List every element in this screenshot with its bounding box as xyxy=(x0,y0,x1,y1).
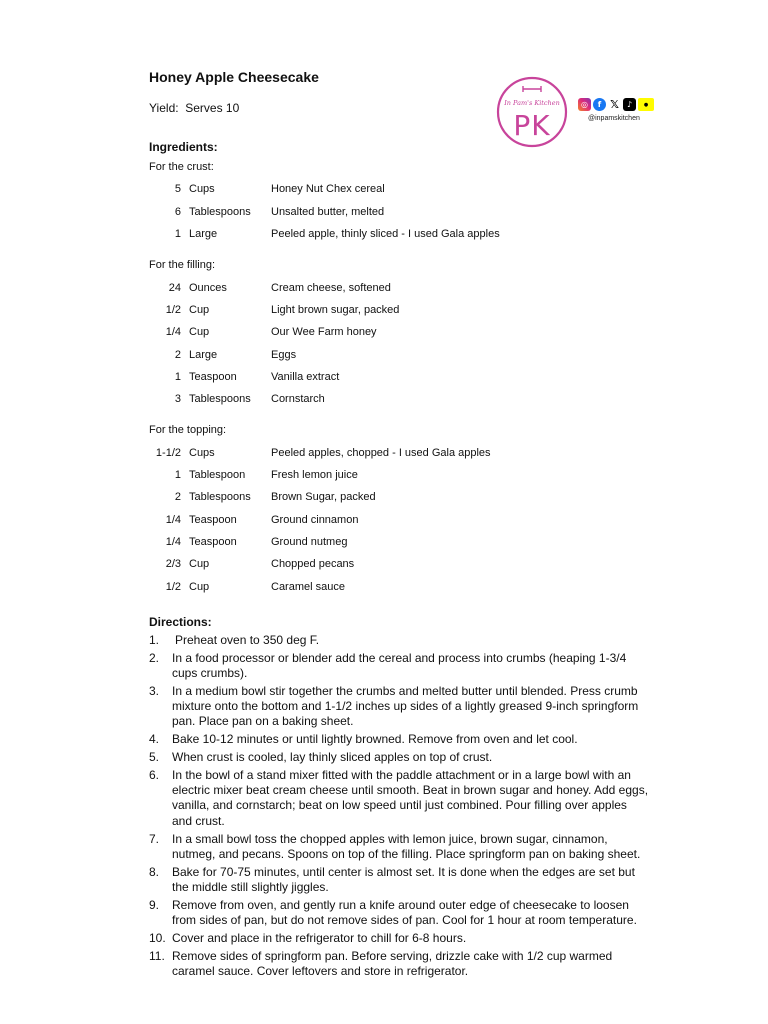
ingredient-qty: 1 xyxy=(174,228,181,240)
ingredient-row xyxy=(0,514,768,530)
step-number: 11. xyxy=(149,948,165,963)
recipe-title: Honey Apple Cheesecake xyxy=(149,69,319,85)
ingredient-desc: Cornstarch xyxy=(271,393,325,405)
directions-heading: Directions: xyxy=(149,615,212,629)
ingredient-row xyxy=(0,349,768,365)
ingredient-unit: Cups xyxy=(189,183,215,195)
ingredient-qty: 1/4 xyxy=(165,536,181,548)
ingredients-heading: Ingredients: xyxy=(149,140,218,154)
step-text: In a small bowl toss the chopped apples with lemon juice, brown sugar, cinnamon, nutmeg, and pecans. Spoons on top of the filling. Place springform pan on baking sheet. xyxy=(172,831,641,861)
step-text: Preheat oven to 350 deg F. xyxy=(175,633,320,647)
ingredient-row xyxy=(0,393,768,409)
step-number: 6. xyxy=(149,767,160,782)
ingredient-unit: Large xyxy=(189,349,218,361)
ingredient-qty: 1 xyxy=(174,371,181,383)
x-icon: 𝕏 xyxy=(608,98,621,111)
social-icons xyxy=(578,98,654,112)
ingredient-qty: 6 xyxy=(174,206,181,218)
ingredient-qty: 3 xyxy=(174,393,181,405)
ingredient-row xyxy=(0,536,768,552)
ingredient-row xyxy=(0,371,768,387)
step-number: 4. xyxy=(149,732,160,747)
ingredient-unit: Tablespoons xyxy=(189,393,251,405)
ingredient-unit: Tablespoons xyxy=(189,206,251,218)
step-number: 3. xyxy=(149,683,160,698)
ingredient-unit: Cup xyxy=(189,326,210,338)
step-number: 1. xyxy=(149,633,160,647)
ingredient-desc: Unsalted butter, melted xyxy=(271,206,385,218)
ingredient-row xyxy=(0,304,768,320)
direction-step xyxy=(149,633,649,648)
ingredient-desc: Fresh lemon juice xyxy=(271,469,358,481)
tiktok-icon: ♪ xyxy=(623,98,636,111)
facebook-icon: f xyxy=(593,98,606,111)
ingredient-row xyxy=(0,183,768,199)
ingredient-row xyxy=(0,282,768,298)
step-text: Bake for 70-75 minutes, until center is almost set. It is done when the edges are set but the middle still slightly jiggles. xyxy=(172,864,635,894)
step-number: 9. xyxy=(149,897,160,912)
ingredient-desc: Peeled apple, thinly sliced - I used Gala apples xyxy=(271,228,500,240)
direction-step xyxy=(149,865,649,896)
ingredient-qty: 1/4 xyxy=(165,514,181,526)
ingredient-qty: 1/2 xyxy=(165,581,181,593)
step-text: Bake 10-12 minutes or until lightly browned. Remove from oven and let cool. xyxy=(172,732,578,747)
direction-step xyxy=(149,832,649,863)
group-label-crust: For the crust: xyxy=(149,161,214,173)
ingredient-desc: Eggs xyxy=(271,349,297,361)
ingredient-qty: 2/3 xyxy=(165,558,181,570)
ingredient-row xyxy=(0,326,768,342)
ingredient-row xyxy=(0,469,768,485)
ingredient-qty: 1 xyxy=(174,469,181,481)
ingredient-row xyxy=(0,558,768,574)
ingredient-desc: Peeled apples, chopped - I used Gala apples xyxy=(271,447,491,459)
in-pams-kitchen-logo xyxy=(496,76,568,148)
instagram-icon: ◎ xyxy=(578,98,591,111)
ingredient-unit: Cups xyxy=(189,447,215,459)
ingredient-desc: Cream cheese, softened xyxy=(271,282,391,294)
ingredient-desc: Light brown sugar, packed xyxy=(271,304,400,316)
logo-monogram: PK xyxy=(513,109,551,142)
ingredient-qty: 1-1/2 xyxy=(155,447,181,459)
group-label-filling: For the filling: xyxy=(149,259,216,271)
ingredient-unit: Large xyxy=(189,228,218,240)
ingredient-unit: Tablespoon xyxy=(189,469,246,481)
ingredient-row xyxy=(0,447,768,463)
ingredient-qty: 2 xyxy=(174,349,181,361)
step-text: In a food processor or blender add the cereal and process into crumbs (heaping 1-3/4 cups crumbs). xyxy=(172,650,627,681)
ingredient-unit: Teaspoon xyxy=(189,514,237,526)
step-text: When crust is cooled, lay thinly sliced apples on top of crust. xyxy=(172,750,493,765)
ingredient-unit: Teaspoon xyxy=(189,371,237,383)
step-text: In the bowl of a stand mixer fitted with the paddle attachment or in a large bowl with an electric mixer beat cream cheese until smooth. Beat in brown sugar and honey. Add eggs, vanilla, and cornstarch; beat on low speed until just combined. Pour filling over apples and crust. xyxy=(172,767,649,828)
direction-step xyxy=(149,684,649,730)
ingredient-row xyxy=(0,581,768,597)
ingredient-qty: 1/4 xyxy=(165,326,181,338)
direction-step xyxy=(149,732,649,747)
social-handle: @inpamskitchen xyxy=(588,115,640,122)
direction-step xyxy=(149,750,649,765)
ingredient-desc: Brown Sugar, packed xyxy=(271,491,376,503)
direction-step xyxy=(149,949,649,980)
logo-brand-name: In Pam's Kitchen xyxy=(504,99,560,107)
ingredient-desc: Honey Nut Chex cereal xyxy=(271,183,385,195)
ingredient-desc: Our Wee Farm honey xyxy=(271,326,377,338)
step-number: 8. xyxy=(149,864,160,879)
direction-step xyxy=(149,651,649,682)
ingredient-desc: Chopped pecans xyxy=(271,558,355,570)
ingredient-qty: 2 xyxy=(174,491,181,503)
ingredient-desc: Caramel sauce xyxy=(271,581,345,593)
ingredient-desc: Vanilla extract xyxy=(271,371,340,383)
ingredient-qty: 5 xyxy=(174,183,181,195)
ingredient-unit: Cup xyxy=(189,558,210,570)
ingredient-unit: Teaspoon xyxy=(189,536,237,548)
step-text: Remove sides of springform pan. Before serving, drizzle cake with 1/2 cup warmed caramel sauce. Cover leftovers and store in refrigerator. xyxy=(172,948,613,978)
direction-step xyxy=(149,898,649,929)
group-label-topping: For the topping: xyxy=(149,424,227,436)
recipe-yield: Yield: Serves 10 xyxy=(149,101,240,115)
step-text: Cover and place in the refrigerator to chill for 6-8 hours. xyxy=(172,930,467,945)
ingredient-unit: Tablespoons xyxy=(189,491,251,503)
ingredient-row xyxy=(0,206,768,222)
ingredient-qty: 24 xyxy=(168,282,181,294)
step-number: 5. xyxy=(149,750,160,765)
ingredient-unit: Ounces xyxy=(189,282,227,294)
ingredient-unit: Cup xyxy=(189,581,210,593)
ingredient-row xyxy=(0,491,768,507)
direction-step xyxy=(149,768,649,829)
ingredient-row xyxy=(0,228,768,244)
step-number: 10. xyxy=(149,930,166,945)
ingredient-qty: 1/2 xyxy=(165,304,181,316)
direction-step xyxy=(149,931,649,946)
step-number: 7. xyxy=(149,831,160,846)
step-text: Remove from oven, and gently run a knife around outer edge of cheesecake to loosen from sides of pan, but do not remove sides of pan. Cool for 1 hour at room temperature. xyxy=(172,897,637,928)
ingredient-desc: Ground nutmeg xyxy=(271,536,348,548)
ingredient-desc: Ground cinnamon xyxy=(271,514,359,526)
directions-list xyxy=(149,633,649,982)
step-text: In a medium bowl stir together the crumbs and melted butter until blended. Press crumb mixture onto the bottom and 1-1/2 inches up sides of a lightly greased 9-inch springform pan. Place pan on a baking sheet. xyxy=(172,683,639,729)
step-number: 2. xyxy=(149,650,160,665)
snapchat-icon: ● xyxy=(638,98,654,111)
ingredient-unit: Cup xyxy=(189,304,210,316)
